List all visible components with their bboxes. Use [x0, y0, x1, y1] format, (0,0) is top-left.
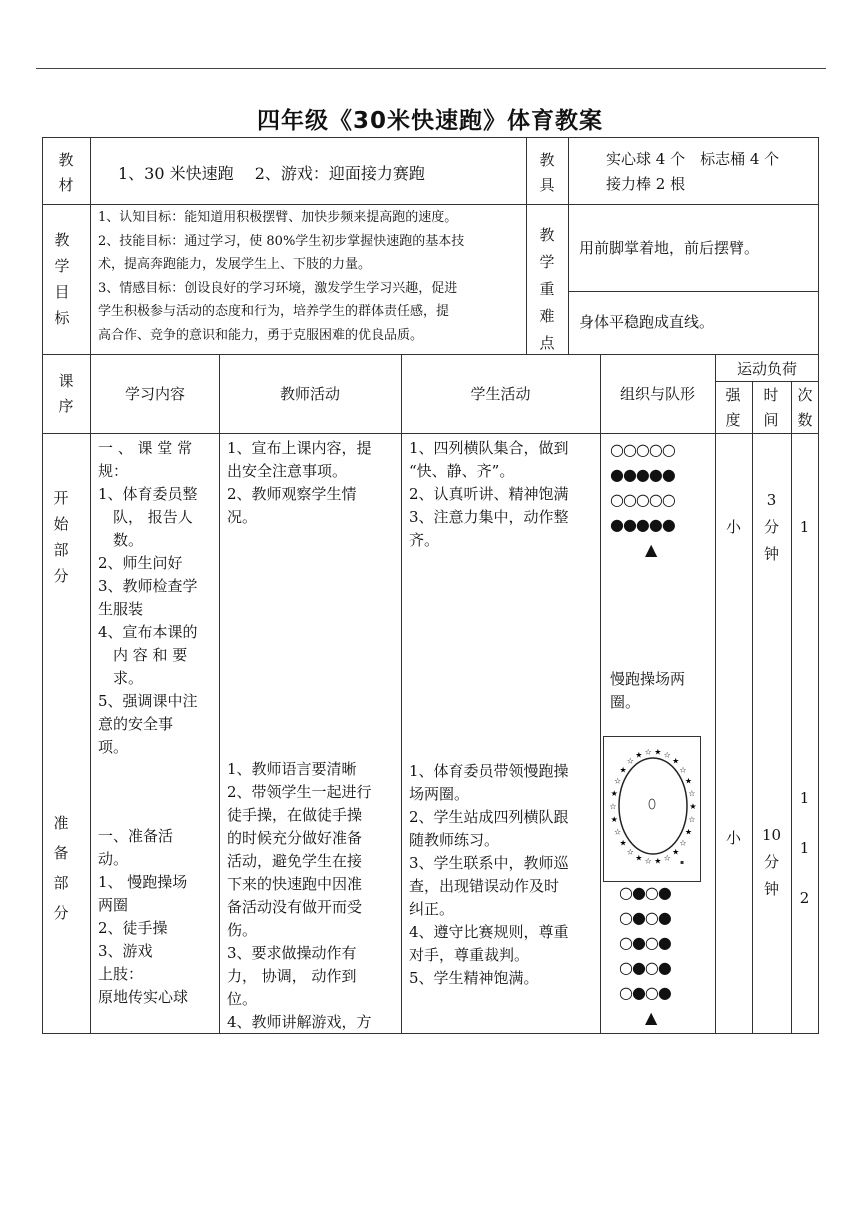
- header-organization: 组织与队形: [619, 385, 695, 403]
- student-star-icon: ☆: [688, 815, 696, 825]
- header-sequence: 课序: [58, 372, 74, 415]
- goal-line: 1、认知目标：能知道用积极摆臂、加快步频来提高跑的速度。: [98, 210, 458, 225]
- list-item: 2、带领学生一起进行: [227, 783, 372, 801]
- prep-content: [98, 825, 218, 1009]
- header-content: 学习内容: [124, 385, 185, 403]
- time-part: 钟: [763, 880, 779, 898]
- start-count: 1: [799, 518, 810, 536]
- student-star-icon: ☆: [663, 853, 671, 863]
- list-item: 4、宣布本课的: [98, 623, 198, 641]
- start-formation: [610, 437, 675, 537]
- start-intensity: 小: [725, 518, 741, 536]
- formation-row: ○○○○○: [610, 440, 675, 459]
- goal-line: 2、技能目标：通过学习，使 80%学生初步掌握快速跑的基本技: [98, 233, 465, 249]
- student-star-icon: ☆: [626, 756, 634, 766]
- materials-label: 教材: [58, 151, 74, 194]
- list-item: 下来的快速跑中因准: [227, 875, 363, 893]
- student-star-icon: ★: [635, 750, 643, 760]
- list-item: 齐。: [409, 531, 440, 549]
- start-section-label: 开始部分: [53, 489, 69, 585]
- prep-section-label: 准备部分: [53, 814, 69, 922]
- equipment-line-1: 实心球 4 个 标志桶 4 个: [606, 150, 780, 168]
- list-item: 1、体育委员带领慢跑操: [409, 762, 569, 780]
- time-part: 分: [763, 518, 779, 536]
- student-star-icon: ☆: [688, 788, 696, 798]
- list-item: 1、宣布上课内容，提: [227, 439, 372, 457]
- list-item: 数。: [98, 531, 144, 549]
- student-star-icon: ★: [684, 827, 692, 837]
- header-time: 时间: [763, 386, 779, 429]
- student-star-icon: ★: [635, 853, 643, 863]
- student-star-icon: ★: [610, 788, 618, 798]
- list-item: 原地传实心球: [98, 988, 189, 1006]
- list-item: 队， 报告人: [98, 508, 193, 526]
- list-item: 规：: [98, 462, 129, 480]
- list-item: 2、徒手操: [98, 919, 168, 937]
- list-item: 一 、 课 堂 常: [98, 439, 193, 457]
- student-star-icon: ★: [654, 747, 662, 757]
- list-item: 2、认真听讲、精神饱满: [409, 485, 569, 503]
- list-item: 1、教师语言要清晰: [227, 760, 357, 778]
- list-item: 动。: [98, 850, 129, 868]
- list-item: 上肢：: [98, 965, 144, 983]
- start-teacher-activity: [227, 437, 399, 529]
- prep-time: [752, 822, 791, 903]
- prep-formation: [619, 880, 671, 1005]
- list-item: 1、体育委员整: [98, 485, 198, 503]
- student-star-icon: ☆: [626, 847, 634, 857]
- list-item: 查，出现错误动作及时: [409, 877, 560, 895]
- count-part: 1: [799, 789, 810, 807]
- equipment-line-2: 接力棒 2 根: [606, 175, 686, 193]
- list-item: 纠正。: [409, 900, 455, 918]
- student-star-icon: ☆: [644, 856, 652, 866]
- prep-count: [791, 773, 818, 923]
- header-rule: [36, 68, 826, 69]
- formation-row: ●●●●●: [610, 465, 675, 484]
- materials-content: 1、30 米快速跑 2、游戏：迎面接力赛跑: [118, 164, 425, 183]
- formation-row: ○●○●: [619, 883, 671, 902]
- key-difficulty-label: 教学重难点: [539, 226, 555, 352]
- teacher-position-icon: ▲: [645, 1008, 658, 1027]
- formation-row: ○○○○○: [610, 490, 675, 509]
- goal-line: 高合作、竞争的意识和能力，勇于克服困难的优良品质。: [98, 327, 424, 343]
- student-star-icon: ★: [610, 815, 618, 825]
- list-item: 生服装: [98, 600, 144, 618]
- prep-teacher-activity: [227, 758, 399, 1034]
- start-content: [98, 437, 218, 759]
- prep-student-activity: [409, 760, 599, 990]
- note-line: 慢跑操场两: [610, 670, 686, 688]
- formation-row: ○●○●: [619, 908, 671, 927]
- student-star-icon: ★: [619, 838, 627, 848]
- equipment-label: 教具: [539, 151, 555, 194]
- list-item: 伤。: [227, 921, 258, 939]
- time-part: 10: [761, 826, 782, 844]
- formation-row: ○●○●: [619, 933, 671, 952]
- start-student-activity: [409, 437, 599, 552]
- student-star-icon: ☆: [614, 827, 622, 837]
- list-item: 两圈: [98, 896, 129, 914]
- prep-intensity: 小: [725, 829, 741, 847]
- running-track-diagram: [603, 736, 701, 882]
- student-star-icon: ☆: [614, 776, 622, 786]
- formation-row: ○●○●: [619, 983, 671, 1002]
- list-item: 4、教师讲解游戏，方: [227, 1013, 372, 1031]
- student-star-icon: ☆: [663, 750, 671, 760]
- list-item: 的时候充分做好准备: [227, 829, 363, 847]
- time-part: 钟: [763, 545, 779, 563]
- teacher-position-icon: ▲: [645, 540, 658, 559]
- time-part: 分: [763, 853, 779, 871]
- prep-formation-note: [610, 668, 714, 714]
- header-student: 学生活动: [470, 385, 531, 403]
- list-item: 3、要求做操动作有: [227, 944, 357, 962]
- list-item: 求。: [98, 669, 144, 687]
- goals-text: [98, 206, 522, 347]
- list-item: “快、静、齐”。: [409, 462, 515, 480]
- goals-label: 教学目标: [54, 231, 70, 327]
- formation-row: ●●●●●: [610, 515, 675, 534]
- list-item: 随教师练习。: [409, 831, 500, 849]
- difficulty-point: 身体平稳跑成直线。: [579, 313, 715, 331]
- list-item: 况。: [227, 508, 258, 526]
- student-star-icon: ☆: [679, 765, 687, 775]
- student-star-icon: ★: [672, 756, 680, 766]
- svg-text:▪: ▪: [680, 859, 685, 866]
- formation-row: ○●○●: [619, 958, 671, 977]
- list-item: 一、准备活: [98, 827, 174, 845]
- student-star-icon: ★: [619, 765, 627, 775]
- list-item: 意的安全事: [98, 715, 174, 733]
- page-title: 四年级《30米快速跑》体育教案: [256, 108, 603, 134]
- header-intensity: 强度: [725, 386, 741, 429]
- student-star-icon: ☆: [679, 838, 687, 848]
- list-item: 活动，避免学生在接: [227, 852, 363, 870]
- count-part: 2: [799, 889, 810, 907]
- goal-line: 术，提高奔跑能力，发展学生上、下肢的力量。: [98, 257, 372, 272]
- list-item: 4、遵守比赛规则，尊重: [409, 923, 569, 941]
- student-star-icon: ☆: [644, 747, 652, 757]
- list-item: 徒手操，在做徒手操: [227, 806, 363, 824]
- list-item: 1、 慢跑操场: [98, 873, 188, 891]
- list-item: 3、注意力集中，动作整: [409, 508, 569, 526]
- list-item: 备活动没有做开而受: [227, 898, 363, 916]
- list-item: 2、教师观察学生情: [227, 485, 357, 503]
- start-time: [752, 487, 791, 568]
- list-item: 2、学生站成四列横队跟: [409, 808, 569, 826]
- header-load: 运动负荷: [736, 360, 797, 378]
- list-item: 3、游戏: [98, 942, 153, 960]
- goal-line: 3、情感目标：创设良好的学习环境，激发学生学习兴趣，促进: [98, 280, 458, 296]
- list-item: 3、教师检查学: [98, 577, 198, 595]
- time-part: 3: [766, 491, 777, 509]
- student-star-icon: ★: [654, 856, 662, 866]
- list-item: 项。: [98, 738, 129, 756]
- student-star-icon: ★: [684, 776, 692, 786]
- header-teacher: 教师活动: [279, 385, 340, 403]
- count-part: 1: [799, 839, 810, 857]
- goal-line: 学生积极参与活动的态度和行为，培养学生的群体责任感，提: [98, 304, 450, 319]
- student-star-icon: ☆: [609, 802, 617, 811]
- student-star-icon: ★: [689, 802, 697, 811]
- list-item: 内 容 和 要: [98, 646, 188, 664]
- list-item: 1、四列横队集合，做到: [409, 439, 569, 457]
- note-line: 圈。: [610, 693, 641, 711]
- list-item: 5、强调课中注: [98, 692, 198, 710]
- list-item: 2、师生问好: [98, 554, 183, 572]
- header-count: 次数: [797, 386, 813, 429]
- list-item: 出安全注意事项。: [227, 462, 348, 480]
- student-star-icon: ★: [672, 847, 680, 857]
- list-item: 3、学生联系中，教师巡: [409, 854, 569, 872]
- list-item: 力， 协调， 动作到: [227, 967, 357, 985]
- list-item: 场两圈。: [409, 785, 470, 803]
- list-item: 位。: [227, 990, 258, 1008]
- list-item: 对手，尊重裁判。: [409, 946, 530, 964]
- key-point: 用前脚掌着地，前后摆臂。: [579, 239, 760, 257]
- list-item: 5、学生精神饱满。: [409, 969, 539, 987]
